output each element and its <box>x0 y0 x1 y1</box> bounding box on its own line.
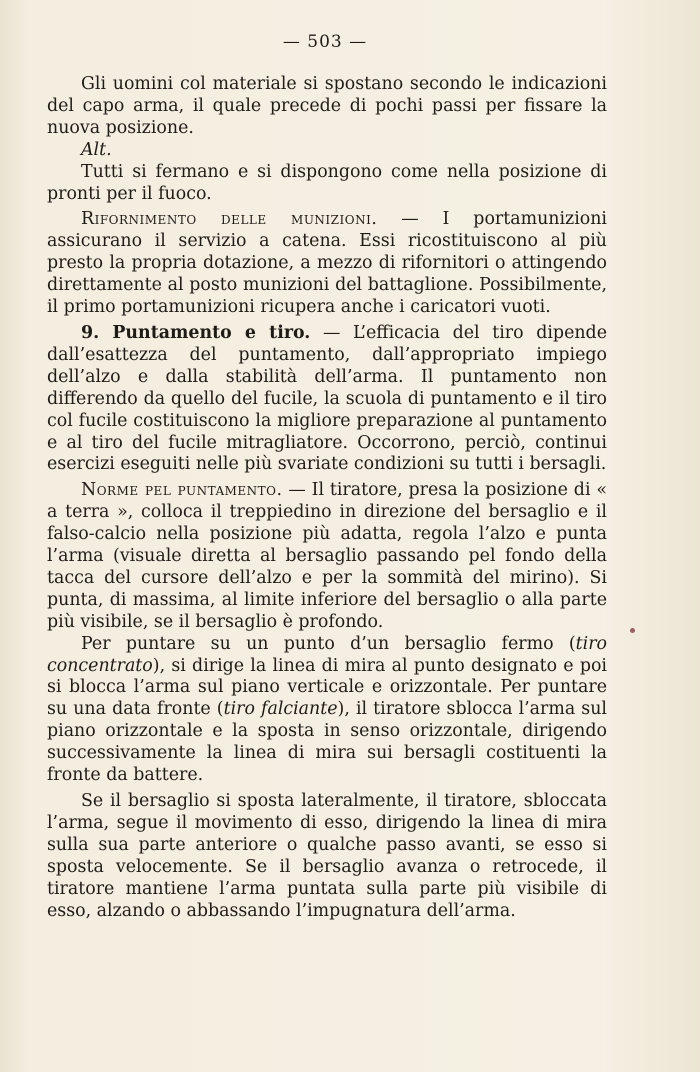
paragraph-bersaglio: Se il bersaglio si sposta lateralmente, il tiratore, sbloccata l’arma, segue il movimento di esso, dirigendo la linea di mira sulla sua parte anteriore o qualche passo avanti, se esso si sposta velocemente. Se il bersaglio avanza o retrocede, il tiratore mantiene l’arma puntata sulla parte più visibile di esso, alzando o abbassando l’impugnatura dell’arma. <box>47 791 607 921</box>
text-run: Per puntare su un punto d’un bersaglio fermo ( <box>81 633 576 654</box>
term-tiro-concentrato: tiro concentrato <box>47 633 607 676</box>
paragraph-rifornimento <box>47 209 607 319</box>
section-heading-norme: Norme pel puntamento. <box>81 480 283 501</box>
text-run: ), si dirige la linea di mira al punto designato e poi si blocca l’arma sul piano verticale e orizzontale. Per puntare su una data fronte ( <box>47 655 607 720</box>
paragraph-3: Tutti si fermano e si dispongono come nella posizione di pronti per il fuoco. <box>47 161 607 204</box>
paragraph-puntare <box>47 634 607 787</box>
body-text <box>47 74 607 922</box>
paragraph-rifornimento-body: — I portamunizioni assicurano il servizio a catena. Essi ricostituiscono al più presto la propria dotazione, a mezzo di rifornitori o attingendo direttamente al posto munizioni del battaglione. Possibilmente, il primo portamunizioni ricupera anche i caricatori vuoti. <box>47 209 607 318</box>
paragraph-puntamento-body: — L’efficacia del tiro dipende dall’esattezza del puntamento, dall’appropriato impiego dell’alzo e dalla stabilità dell’arma. Il puntamento non differendo da quello del fucile, la scuola di puntamento e il tiro col fucile costituiscono la migliore preparazione al puntamento e al tiro del fucile mitragliatore. Occorrono, perciò, continui esercizi eseguiti nelle più svariate condizioni su tutti i bersagli. <box>47 322 607 475</box>
text-run: ), il tiratore sblocca l’arma sul piano orizzontale e la sposta in senso orizzontale, dirigendo successivamente la linea di mira sui bersagli costituenti la fronte da battere. <box>47 699 607 786</box>
ink-spot <box>630 628 635 633</box>
paragraph-norme <box>47 480 607 633</box>
paragraph-alt: Alt. <box>81 139 112 160</box>
paragraph-1: Gli uomini col materiale si spostano secondo le indicazioni del capo arma, il quale precede di pochi passi per fissare la nuova posizione. <box>47 74 607 138</box>
page-number: — 503 — <box>282 32 368 52</box>
paragraph-norme-body: — Il tiratore, presa la posizione di « a terra », colloca il treppiedino in direzione del bersaglio e il falso-calcio nella posizione più adatta, regola l’alzo e punta l’arma (visuale diretta al bersaglio passando pel fondo della tacca del cursore dell’alzo e per la sommità del mirino). Si punta, di massima, al limite inferiore del bersaglio o alla parte più visibile, se il bersaglio è profondo. <box>47 480 607 632</box>
section-heading-puntamento: 9. Puntamento e tiro. <box>81 322 311 343</box>
term-tiro-falciante: tiro falciante <box>223 699 338 720</box>
section-heading-rifornimento: Rifornimento delle munizioni. <box>81 209 378 230</box>
paragraph-puntamento <box>47 323 607 476</box>
